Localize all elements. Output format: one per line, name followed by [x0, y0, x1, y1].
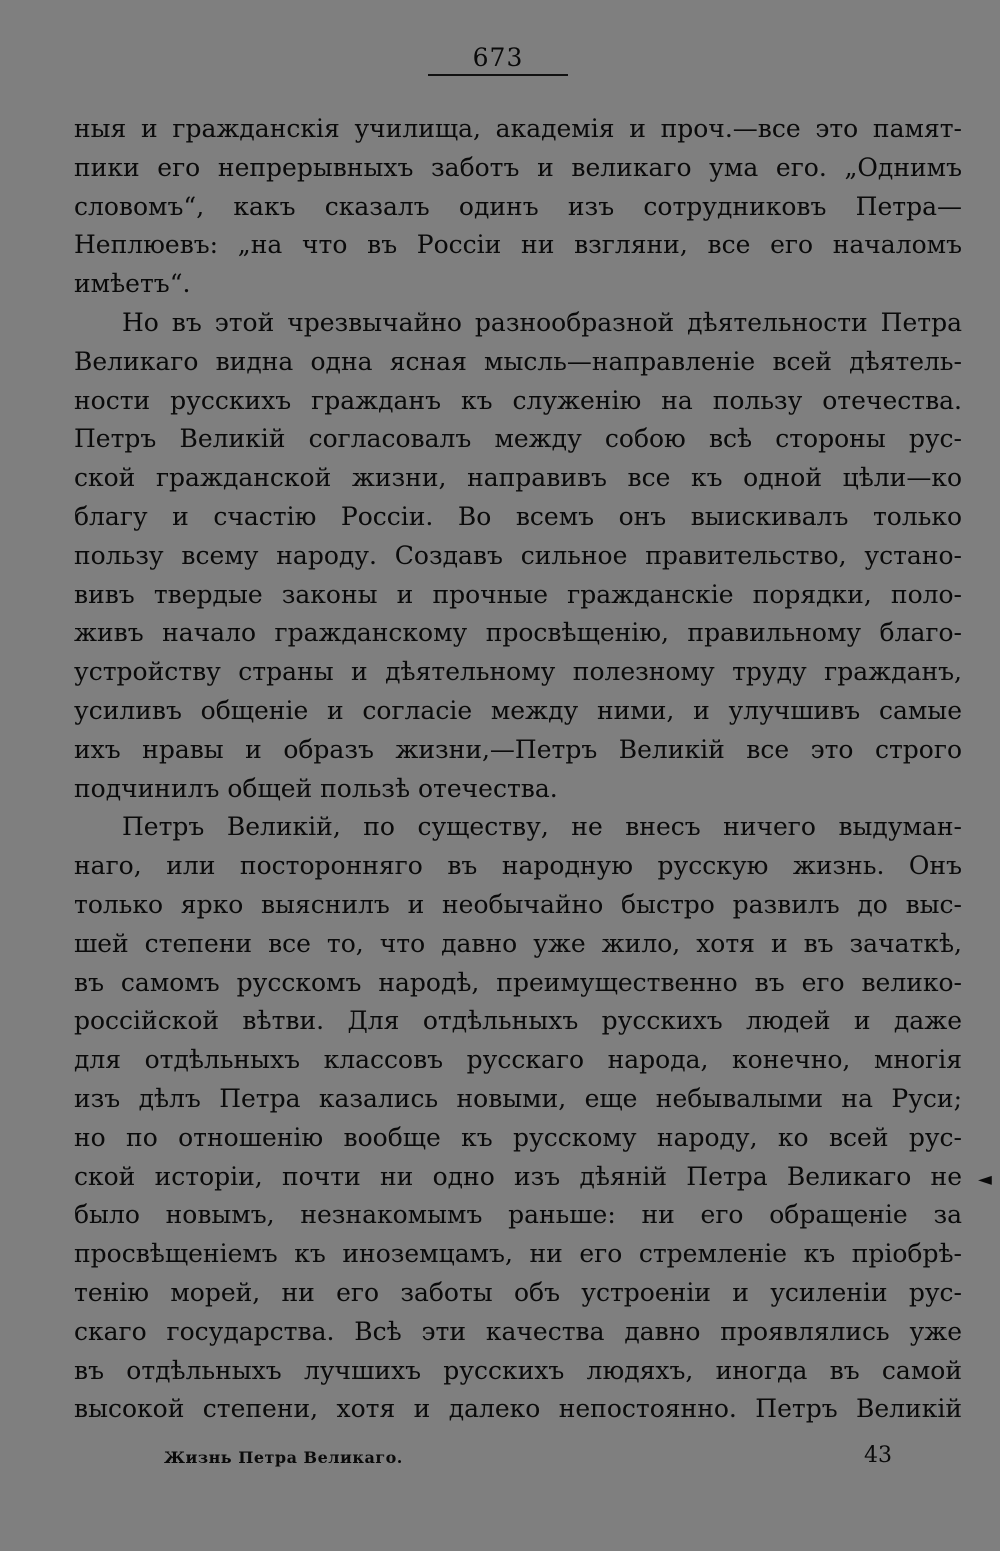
- text-line: словомъ“, какъ сказалъ одинъ изъ сотрудниковъ Петра—: [74, 191, 962, 221]
- text-line: ныя и гражданскія училища, академія и проч.—все это памят-: [74, 114, 962, 143]
- text-line: ской исторіи, почти ни одно изъ дѣяній Петра Великаго не: [74, 1161, 962, 1191]
- text-line: изъ дѣлъ Петра казались новыми, еще небывалыми на Руси;: [74, 1083, 962, 1113]
- text-line: для отдѣльныхъ классовъ русскаго народа, конечно, многія: [74, 1045, 962, 1075]
- text-line: только ярко выяснилъ и необычайно быстро развилъ до выс-: [74, 889, 962, 919]
- text-line: имѣетъ“.: [74, 269, 191, 299]
- footer-signature-mark: 43: [864, 1443, 892, 1468]
- text-line: высокой степени, хотя и далеко непостоянно. Петръ Великій: [74, 1394, 962, 1424]
- text-line: скаго государства. Всѣ эти качества давно проявлялись уже: [74, 1316, 962, 1346]
- text-line: было новымъ, незнакомымъ раньше: ни его обращеніе за: [74, 1200, 962, 1230]
- text-line: вивъ твердые законы и прочные гражданскіе порядки, поло-: [74, 579, 962, 609]
- text-line: Неплюевъ: „на что въ Россіи ни взгляни, все его началомъ: [74, 230, 962, 260]
- text-line: россійской вѣтви. Для отдѣльныхъ русскихъ людей и даже: [74, 1006, 962, 1036]
- page-number-rule: [428, 74, 568, 76]
- text-line: усиливъ общеніе и согласіе между ними, и улучшивъ самые: [74, 695, 962, 725]
- footer-book-title: Жизнь Петра Великаго.: [164, 1448, 403, 1467]
- text-line: въ отдѣльныхъ лучшихъ русскихъ людяхъ, иногда въ самой: [74, 1355, 962, 1385]
- text-line: живъ начало гражданскому просвѣщенію, правильному благо-: [74, 618, 962, 648]
- text-line: въ самомъ русскомъ народѣ, преимущественно въ его велико-: [74, 967, 962, 997]
- body-text: [74, 110, 962, 1429]
- text-line: пики его непрерывныхъ заботъ и великаго ума его. „Однимъ: [74, 152, 962, 182]
- text-line: Петръ Великій согласовалъ между собою всѣ стороны рус-: [74, 424, 962, 454]
- text-line: ихъ нравы и образъ жизни,—Петръ Великій все это строго: [74, 734, 962, 764]
- margin-mark: ◄: [978, 1169, 992, 1190]
- text-line: шей степени все то, что давно уже жило, хотя и въ зачаткѣ,: [74, 928, 962, 958]
- text-line: устройству страны и дѣятельному полезному труду гражданъ,: [74, 657, 962, 687]
- text-line: подчинилъ общей пользѣ отечества.: [74, 773, 558, 803]
- text-line: благу и счастію Россіи. Во всемъ онъ выискивалъ только: [74, 501, 962, 531]
- text-line: ской гражданской жизни, направивъ все къ одной цѣли—ко: [74, 463, 962, 493]
- text-line: просвѣщеніемъ къ иноземцамъ, ни его стремленіе къ пріобрѣ-: [74, 1239, 962, 1269]
- text-line: но по отношенію вообще къ русскому народу, ко всей рус-: [74, 1122, 962, 1152]
- text-line: пользу всему народу. Создавъ сильное правительство, устано-: [74, 540, 962, 570]
- text-line: наго, или посторонняго въ народную русскую жизнь. Онъ: [74, 851, 962, 881]
- text-line: Великаго видна одна ясная мысль—направленіе всей дѣятель-: [74, 346, 962, 376]
- text-line: тенію морей, ни его заботы объ устроеніи и усиленіи рус-: [74, 1277, 962, 1307]
- text-line: Петръ Великій, по существу, не внесъ ничего выдуман-: [122, 812, 962, 842]
- text-line: ности русскихъ гражданъ къ служенію на пользу отечества.: [74, 385, 962, 415]
- text-line: Но въ этой чрезвычайно разнообразной дѣятельности Петра: [122, 307, 962, 337]
- page-number: 673: [472, 43, 524, 72]
